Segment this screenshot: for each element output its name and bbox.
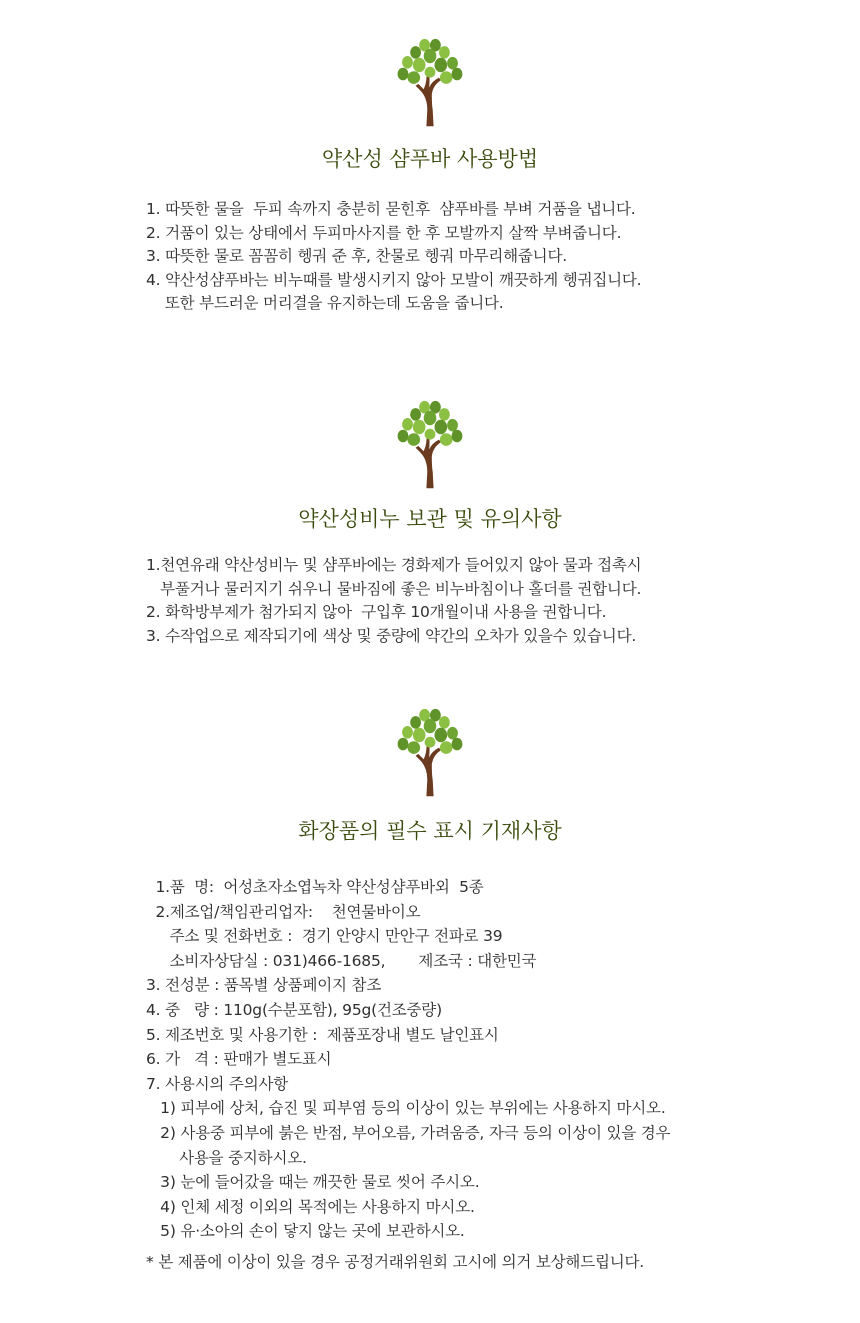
list-item: 부풀거나 물러지기 쉬우니 물바짐에 좋은 비누바침이나 홀더를 권합니다. (146, 579, 642, 598)
section-title-storage: 약산성비누 보관 및 유의사항 (298, 507, 562, 531)
list-item: 2) 사용중 피부에 붉은 반점, 부어오름, 가려움증, 자극 등의 이상이 있을 경우 (146, 1123, 671, 1142)
list-item: 2. 거품이 있는 상태에서 두피마사지를 한 후 모발까지 살짝 부벼줍니다. (146, 223, 622, 242)
list-item: 2.제조업/책임관리업자: 천연물바이오 (146, 902, 421, 921)
list-item: 2. 화학방부제가 첨가되지 않아 구입후 10개월이내 사용을 권합니다. (146, 603, 607, 621)
list-item: 3. 따뜻한 물로 꼼꼼히 헹궈 준 후, 찬물로 헹궈 마무리해줍니다. (146, 247, 567, 265)
list-item: 5. 제조번호 및 사용기한 : 제품포장내 별도 날인표시 (146, 1025, 499, 1044)
list-item: 1) 피부에 상처, 습진 및 피부염 등의 이상이 있는 부위에는 사용하지 마시오. (146, 1099, 666, 1118)
list-item: 주소 및 전화번호 : 경기 안양시 만안구 전파로 39 (146, 927, 503, 946)
list-item: 1. 따뜻한 물을 두피 속까지 충분히 묻힌후 샴푸바를 부벼 거품을 냅니다. (146, 200, 636, 218)
usage-list (146, 198, 641, 316)
tree-icon (388, 708, 472, 798)
list-item: 1.품 명: 어성초자소엽녹차 약산성샴푸바외 5종 (146, 878, 484, 896)
labeling-list (146, 875, 670, 1275)
list-item: 1.천연유래 약산성비누 및 샴푸바에는 경화제가 들어있지 않아 물과 접촉시 (146, 556, 642, 574)
tree-icon (388, 400, 472, 490)
section-title-usage: 약산성 샴푸바 사용방법 (321, 147, 539, 171)
section-title-labeling: 화장품의 필수 표시 기재사항 (298, 819, 562, 843)
list-item: 4) 인체 세정 이외의 목적에는 사용하지 마시오. (146, 1197, 475, 1216)
footnote: * 본 제품에 이상이 있을 경우 공정거래위원회 고시에 의거 보상해드립니다. (146, 1252, 645, 1271)
list-item: 사용을 중지하시오. (146, 1148, 307, 1167)
list-item: 7. 사용시의 주의사항 (146, 1074, 289, 1093)
list-item: 소비자상담실 : 031)466-1685, 제조국 : 대한민국 (146, 951, 537, 970)
list-item: 4. 중 량 : 110g(수분포함), 95g(건조중량) (146, 1000, 442, 1019)
list-item: 4. 약산성샴푸바는 비누때를 발생시키지 않아 모발이 깨끗하게 헹궈집니다. (146, 270, 642, 289)
list-item: 3. 수작업으로 제작되기에 색상 및 중량에 약간의 오차가 있을수 있습니다. (146, 626, 637, 645)
tree-icon (388, 38, 472, 128)
storage-list (146, 554, 641, 648)
list-item: 6. 가 격 : 판매가 별도표시 (146, 1050, 332, 1069)
list-item: 3) 눈에 들어갔을 때는 깨끗한 물로 씻어 주시오. (146, 1173, 480, 1192)
list-item: 3. 전성분 : 품목별 상품페이지 참조 (146, 976, 382, 995)
list-item: 또한 부드러운 머리결을 유지하는데 도움을 줍니다. (146, 294, 504, 312)
list-item: 5) 유·소아의 손이 닿지 않는 곳에 보관하시오. (146, 1222, 465, 1241)
